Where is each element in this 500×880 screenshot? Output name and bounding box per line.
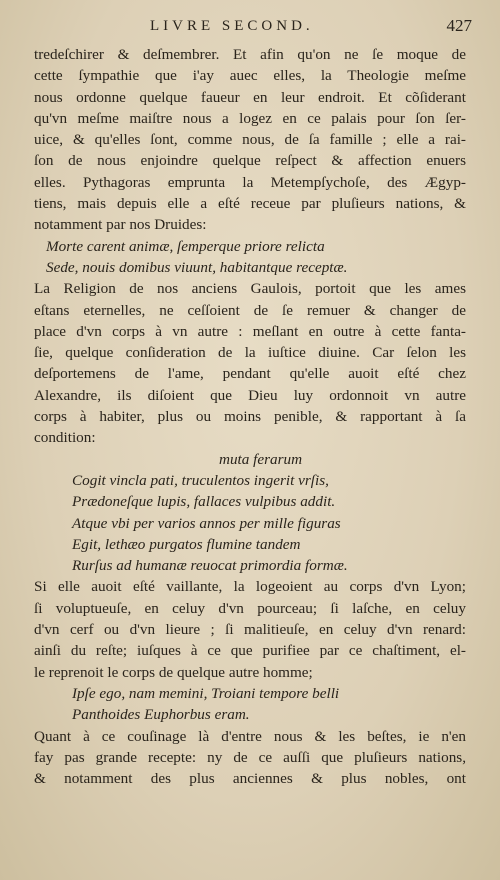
text-line: cette ſympathie que i'ay auec elles, la Theologie meſme <box>34 67 466 85</box>
text-line: ſie, quelque conſideration de la iuſtice diuine. Car ſelon les <box>34 344 466 362</box>
body-text <box>34 44 466 789</box>
text-line: eſtans eternelles, ne ceſſoient de ſe remuer & changer de <box>34 301 466 319</box>
text-line: tredeſchirer & deſmembrer. Et afin qu'on ne ſe moque de <box>34 46 466 63</box>
page-header <box>0 16 500 40</box>
verse-line: Egit, lethæo purgatos flumine tandem <box>72 535 301 553</box>
text-line: condition: <box>34 429 96 447</box>
verse-line: muta ferarum <box>219 450 303 468</box>
text-line: nous ordonne quelque faueur en leur endroit. Et cõſiderant <box>34 88 466 106</box>
text-line: & notamment des plus anciennes & plus nobles, ont <box>34 770 466 788</box>
text-line: d'vn cerf ou d'vn lieure ; ſi malitieuſe, en celuy d'vn renard: <box>34 621 466 639</box>
text-line: fay pas grande recepte: ny de ce auſſi que pluſieurs nations, <box>34 748 466 766</box>
text-line: Si elle auoit eſté vaillante, la logeoient au corps d'vn Lyon; <box>34 578 466 596</box>
text-line: Alexandre, ils diſoient que Dieu luy ordonnoit vn autre <box>34 386 466 404</box>
page-number: 427 <box>446 16 472 35</box>
text-line: qu'vn meſme maiſtre nous a logez en ce palais pour ſon ſer- <box>34 109 466 127</box>
verse-line: Panthoides Euphorbus eram. <box>72 706 250 724</box>
verse-line: Prædoneſque lupis, fallaces vulpibus addit. <box>72 493 336 511</box>
text-line: elles. Pythagoras emprunta la Metempſychoſe, des Ægyp- <box>34 173 466 191</box>
text-line: notamment par nos Druides: <box>34 216 207 234</box>
text-line: La Religion de nos anciens Gaulois, portoit que les ames <box>34 280 466 298</box>
text-line: deſportemens de l'ame, pendant qu'elle auoit eſté chez <box>34 365 466 383</box>
text-line: ainſi du reſte; iuſques à ce que purifiee par ce chaſtiment, el- <box>34 642 466 660</box>
verse-line: Atque vbi per varios annos per mille figuras <box>72 514 341 532</box>
verse-line: Rurſus ad humanæ reuocat primordia formæ. <box>72 557 348 575</box>
text-line: ſi voluptueuſe, en celuy d'vn pourceau; ſi laſche, en celuy <box>34 599 466 617</box>
text-line: ſon de nous enjoindre quelque reſpect & affection enuers <box>34 152 466 170</box>
text-line: uice, & qu'elles ſont, comme nous, de ſa famille ; elle a rai- <box>34 131 466 149</box>
verse-line: Sede, nouis domibus viuunt, habitantque receptæ. <box>46 258 348 276</box>
text-line: Quant à ce couſinage là d'entre nous & les beſtes, ie n'en <box>34 727 466 745</box>
running-title: LIVRE SECOND. <box>150 18 314 34</box>
text-line: tiens, mais depuis elle a eſté receue par pluſieurs nations, & <box>34 195 466 213</box>
verse-line: Ipſe ego, nam memini, Troiani tempore belli <box>72 684 340 702</box>
text-line: corps à habiter, plus ou moins penible, & rapportant à ſa <box>34 408 466 426</box>
verse-line: Morte carent animæ, ſemperque priore relicta <box>46 237 325 255</box>
text-line: le reprenoit le corps de quelque autre homme; <box>34 663 313 681</box>
verse-line: Cogit vincla pati, truculentos ingerit vrſis, <box>72 471 329 489</box>
text-line: place d'vn corps à vn autre : meſlant en outre à cette fanta- <box>34 322 466 340</box>
